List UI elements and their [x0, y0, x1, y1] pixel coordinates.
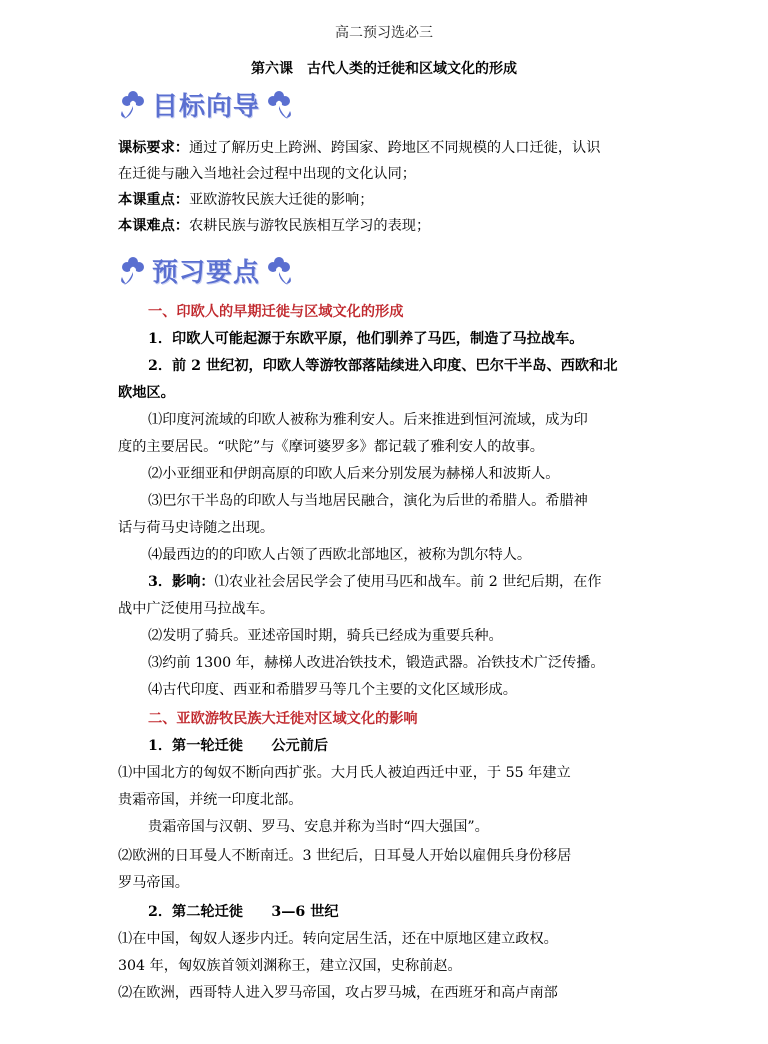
- section2-heading: 二、亚欧游牧民族大迁徙对区域文化的影响: [148, 711, 418, 727]
- key-text: 亚欧游牧民族大迁徙的影响；: [188, 192, 374, 208]
- s2-item-1a: ⑴中国北方的匈奴不断向西扩张。大月氏人被迫西迁中亚，于 55 年建立: [118, 765, 571, 781]
- s1-item-2: ⑵小亚细亚和伊朗高原的印欧人后来分别发展为赫梯人和波斯人。: [148, 466, 560, 482]
- s2-item-3a: ⑴在中国，匈奴人逐步内迁。转向定居生活，还在中原地区建立政权。: [118, 931, 558, 947]
- s2-item-1c: 贵霜帝国与汉朝、罗马、安息并称为当时“四大强国”。: [148, 819, 489, 835]
- s1-item-1b: 度的主要居民。“吠陀”与《摩诃婆罗多》都记载了雅利安人的故事。: [118, 439, 544, 455]
- goal-banner: [118, 86, 294, 122]
- s2-item-4: ⑵在欧洲，西哥特人进入罗马帝国，攻占罗马城，在西班牙和高卢南部: [118, 985, 558, 1001]
- goal-banner-text: 目标向导: [152, 91, 261, 122]
- s1-item-4: ⑷最西边的的印欧人占领了西欧北部地区，被称为凯尔特人。: [148, 547, 532, 563]
- s2-item-3b: 304 年，匈奴族首领刘渊称王，建立汉国，史称前赵。: [118, 958, 462, 974]
- s1-item-3a: ⑶巴尔干半岛的印欧人与当地居民融合，演化为后世的希腊人。希腊神: [148, 493, 588, 509]
- diff-label: 本课难点：: [118, 218, 189, 234]
- flower-left-icon: [118, 253, 148, 287]
- preview-banner: [118, 252, 294, 288]
- s1-impact-b: 战中广泛使用马拉战车。: [118, 601, 275, 617]
- s1-impact-2: ⑵发明了骑兵。亚述帝国时期，骑兵已经成为重要兵种。: [148, 628, 503, 644]
- req-line-1: [118, 138, 600, 158]
- diff-line: [118, 216, 430, 236]
- req-label: 课标要求：: [118, 140, 189, 156]
- req-text-1: 通过了解历史上跨洲、跨国家、跨地区不同规模的人口迁徙，认识: [188, 140, 601, 156]
- s1-point-2b: 欧地区。: [118, 385, 175, 401]
- req-text-2: 在迁徙与融入当地社会过程中出现的文化认同；: [118, 166, 416, 182]
- doc-title: 高二预习选必三: [335, 25, 433, 41]
- s2-wave-2: 2．第二轮迁徙 3—6 世纪: [148, 904, 339, 920]
- s1-impact-line: [148, 572, 602, 592]
- s1-impact-4: ⑷古代印度、西亚和希腊罗马等几个主要的文化区域形成。: [148, 682, 517, 698]
- s1-point-2a: 2．前 2 世纪初，印欧人等游牧部落陆续进入印度、巴尔干半岛、西欧和北: [148, 358, 618, 374]
- s2-item-1b: 贵霜帝国，并统一印度北部。: [118, 792, 303, 808]
- s2-item-2a: ⑵欧洲的日耳曼人不断南迁。3 世纪后，日耳曼人开始以雇佣兵身份移居: [118, 848, 572, 864]
- diff-text: 农耕民族与游牧民族相互学习的表现；: [188, 218, 431, 234]
- s1-item-3b: 话与荷马史诗随之出现。: [118, 520, 275, 536]
- impact-label: 3．影响：: [148, 574, 215, 590]
- flower-right-icon: [264, 253, 294, 287]
- s1-point-1: 1．印欧人可能起源于东欧平原，他们驯养了马匹，制造了马拉战车。: [148, 331, 584, 347]
- preview-banner-text: 预习要点: [152, 257, 261, 288]
- flower-right-icon: [264, 87, 294, 121]
- s1-impact-3: ⑶约前 1300 年，赫梯人改进冶铁技术，锻造武器。冶铁技术广泛传播。: [148, 655, 605, 671]
- s2-wave-1: 1．第一轮迁徙 公元前后: [148, 738, 329, 754]
- flower-left-icon: [118, 87, 148, 121]
- s1-item-1a: ⑴印度河流域的印欧人被称为雅利安人。后来推进到恒河流域，成为印: [148, 412, 588, 428]
- s2-item-2b: 罗马帝国。: [118, 875, 189, 891]
- lesson-title: 第六课 古代人类的迁徙和区域文化的形成: [251, 61, 517, 77]
- section1-heading: 一、印欧人的早期迁徙与区域文化的形成: [148, 304, 404, 320]
- key-line: [118, 190, 373, 210]
- impact-text-a: ⑴农业社会居民学会了使用马匹和战车。前 2 世纪后期，在作: [214, 574, 602, 590]
- key-label: 本课重点：: [118, 192, 189, 208]
